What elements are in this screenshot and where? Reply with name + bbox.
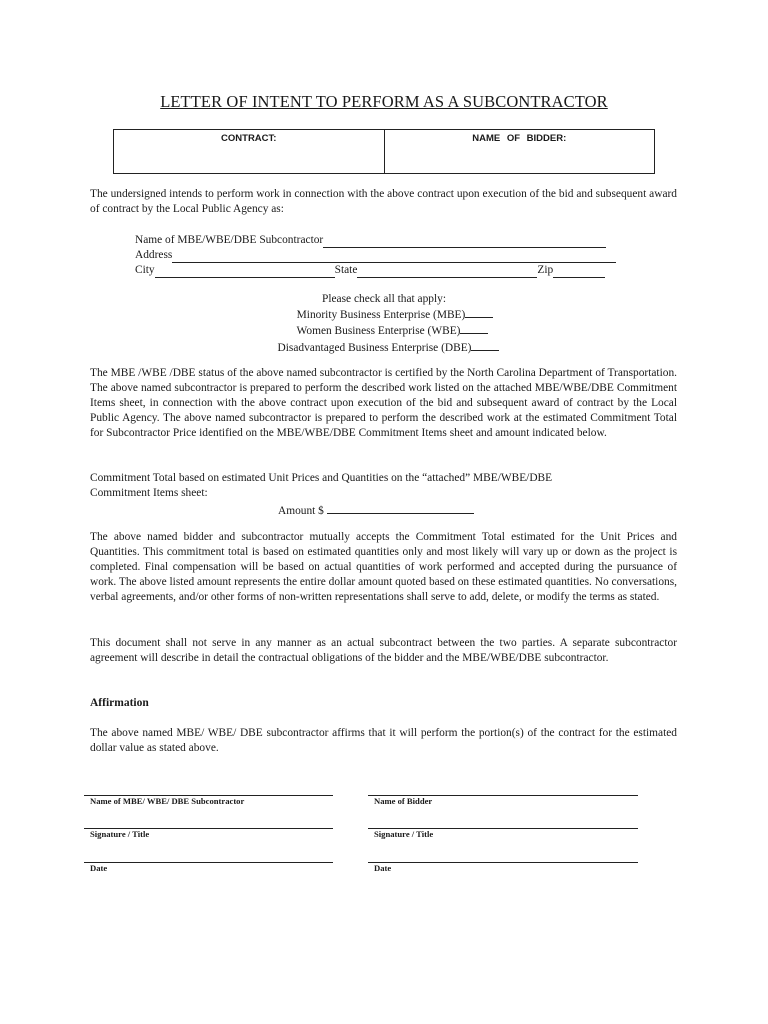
- contract-label: CONTRACT:: [221, 133, 277, 144]
- checkbox-wbe[interactable]: [460, 323, 488, 334]
- address-row: [135, 248, 635, 263]
- city-field[interactable]: [155, 266, 335, 278]
- affirmation-text: The above named MBE/ WBE/ DBE subcontractor affirms that it will perform the portion(s) of the contract for the estimated dollar value as stated above.: [90, 727, 677, 755]
- contract-cell[interactable]: [114, 130, 385, 173]
- state-label: State: [334, 264, 358, 276]
- mutual-acceptance-paragraph: The above named bidder and subcontractor mutually accepts the Commitment Total estimated for the Unit Prices and Quantities. This commitment total is based on estimated quantities only and most likely will vary up or down as the project is completed. Final compensation will be based on actual quantities of work performed and accepted during the pursuance of work. The above listed amount represents the entire dollar amount quoted based on these estimated quantities. No conversations, verbal agreements, and/or other forms of non-written representations shall serve to add, delete, or modify the terms as stated.: [90, 531, 677, 604]
- subcontractor-name-caption: Name of MBE/ WBE/ DBE Subcontractor: [90, 796, 245, 806]
- checkbox-dbe[interactable]: [471, 340, 499, 351]
- checklist-item-wbe: [0, 323, 768, 339]
- bidder-signature-caption: Signature / Title: [374, 829, 434, 839]
- subcontractor-signature-caption: Signature / Title: [90, 829, 150, 839]
- amount-field[interactable]: [327, 502, 474, 514]
- zip-field[interactable]: [553, 266, 605, 278]
- address-label: Address: [135, 249, 173, 261]
- city-label: City: [135, 264, 155, 276]
- page-title: LETTER OF INTENT TO PERFORM AS A SUBCONTRACTOR: [160, 92, 608, 111]
- bidder-label: NAME OF BIDDER:: [472, 133, 567, 144]
- enterprise-checklist: [0, 292, 768, 356]
- zip-label: Zip: [537, 264, 554, 276]
- subcontractor-date-caption: Date: [90, 863, 108, 873]
- bidder-cell[interactable]: [385, 130, 655, 173]
- checklist-item-mbe: [0, 307, 768, 323]
- city-state-zip-row: [135, 263, 635, 278]
- checkbox-mbe[interactable]: [465, 307, 493, 318]
- bidder-name-caption: Name of Bidder: [374, 796, 433, 806]
- address-field[interactable]: [172, 251, 616, 263]
- status-paragraph: The MBE /WBE /DBE status of the above named subcontractor is certified by the North Carolina Department of Transportation. The above named subcontractor is prepared to perform the described work listed on the attached MBE/WBE/DBE Commitment Items sheet, in connection with the above contract upon execution of the bid and subsequent award of contract by the Local Public Agency. The above named subcontractor is prepared to perform the described work at the estimated Commitment Total for Subcontractor Price identified on the MBE/WBE/DBE Commitment Items sheet and amount indicated below.: [90, 367, 677, 440]
- commitment-paragraph: Commitment Total based on estimated Unit Prices and Quantities on the “attached” MBE/WBE/DBE Commitment Items sheet:: [90, 472, 553, 500]
- state-field[interactable]: [357, 266, 537, 278]
- checklist-label-mbe: Minority Business Enterprise (MBE): [296, 309, 466, 322]
- checklist-instruction: Please check all that apply:: [322, 293, 446, 305]
- checklist-label-wbe: Women Business Enterprise (WBE): [296, 325, 461, 338]
- subcontractor-name-label: Name of MBE/WBE/DBE Subcontractor: [135, 234, 324, 246]
- intro-paragraph: The undersigned intends to perform work in connection with the above contract upon execution of the bid and subsequent award of contract by the Local Public Agency as:: [90, 188, 677, 216]
- subcontractor-name-row: [135, 233, 635, 248]
- bidder-date-line[interactable]: [368, 862, 638, 863]
- subcontractor-name-field[interactable]: [323, 236, 606, 248]
- checklist-item-dbe: [0, 340, 768, 356]
- separate-agreement-paragraph: This document shall not serve in any manner as an actual subcontract between the two parties. A separate subcontractor agreement will describe in detail the contractual obligations of the bidder and the MBE/WBE/DBE subcontractor.: [90, 637, 677, 665]
- subcontractor-fields: [135, 233, 635, 278]
- amount-label: Amount $: [278, 505, 324, 517]
- contract-header-box: [113, 129, 655, 174]
- checklist-label-dbe: Disadvantaged Business Enterprise (DBE): [277, 341, 472, 354]
- bidder-date-caption: Date: [374, 863, 392, 873]
- affirmation-heading: Affirmation: [90, 697, 149, 709]
- amount-row: [278, 502, 474, 517]
- subcontractor-date-line[interactable]: [84, 862, 333, 863]
